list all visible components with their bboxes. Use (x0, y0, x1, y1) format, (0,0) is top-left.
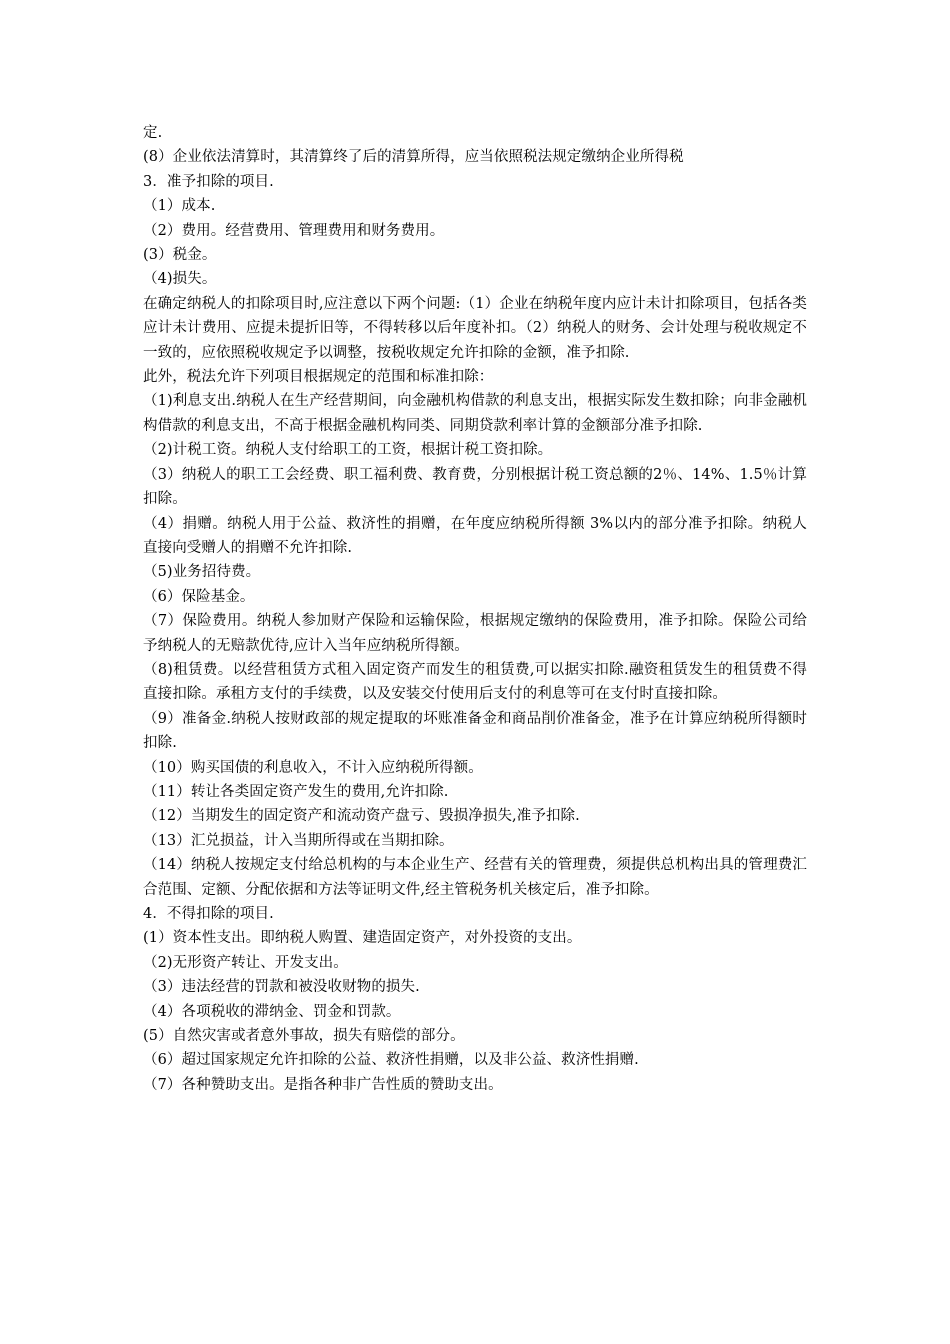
list-item-asset-transfer: （11）转让各类固定资产发生的费用,允许扣除. (143, 783, 449, 800)
list-item-exchange: （13）汇兑损益，计入当期所得或在当期扣除。 (143, 832, 454, 849)
list-item-asset-loss: （12）当期发生的固定资产和流动资产盘亏、毁损净损失,准予扣除. (143, 808, 580, 825)
list-item-bond-interest: （10）购买国债的利息收入，不计入应纳税所得额。 (143, 759, 483, 776)
list-item-union-fees: （3）纳税人的职工工会经费、职工福利费、教育费，分别根据计税工资总额的2％、14%、1.5％计算扣除。 (143, 466, 807, 508)
paragraph-deduction-notes: 在确定纳税人的扣除项目时,应注意以下两个问题:（1）企业在纳税年度内应计未计扣除项目，包括各类应计未计费用、应提未提折旧等，不得转移以后年度补扣。（2）纳税人的财务、会计处理与税收规定不一致的，应依照税收规定予以调整，按税收规定允许扣除的金额，准予扣除. (143, 295, 807, 361)
section-heading-4: 4．不得扣除的项目. (143, 906, 274, 922)
list-item-insurance-fund: （6）保险基金。 (143, 588, 255, 605)
list-item-fines: （3）违法经营的罚款和被没收财物的损失. (143, 979, 420, 996)
list-item-late-fees: （4）各项税收的滞纳金、罚金和罚款。 (143, 1003, 401, 1020)
list-item-lease: （8)租赁费。以经营租赁方式租入固定资产而发生的租赁费,可以据实扣除.融资租赁发生的租赁费不得直接扣除。承租方支付的手续费，以及安装交付使用后支付的利息等可在支付时直接扣除。 (143, 661, 807, 703)
list-item-interest: （1)利息支出.纳税人在生产经营期间，向金融机构借款的利息支出，根据实际发生数扣除；向非金融机构借款的利息支出，不高于根据金融机构同类、同期贷款利率计算的金额部分准予扣除. (143, 393, 807, 434)
list-item-management-fee: （14）纳税人按规定支付给总机构的与本企业生产、经营有关的管理费，须提供总机构出具的管理费汇合范围、定额、分配依据和方法等证明文件,经主管税务机关核定后，准予扣除。 (143, 857, 807, 898)
list-item-reserves: （9）准备金.纳税人按财政部的规定提取的坏账准备金和商品削价准备金，准予在计算应纳税所得额时扣除. (143, 710, 807, 752)
list-item-taxes: (3）税金。 (143, 247, 217, 264)
list-item-insurance-cost: （7）保险费用。纳税人参加财产保险和运输保险，根据规定缴纳的保险费用，准予扣除。保险公司给予纳税人的无赔款优待,应计入当年应纳税所得额。 (143, 613, 807, 654)
list-item-intangible: （2)无形资产转让、开发支出。 (143, 954, 348, 971)
list-item-wages: （2)计税工资。纳税人支付给职工的工资，根据计税工资扣除。 (143, 442, 553, 459)
list-item-expenses: （2）费用。经营费用、管理费用和财务费用。 (143, 222, 445, 239)
list-item-entertainment: （5)业务招待费。 (143, 564, 261, 581)
paragraph-continuation: 定. (143, 125, 163, 141)
list-item-donations: （4）捐赠。纳税人用于公益、救济性的捐赠，在年度应纳税所得额 3%以内的部分准予扣除。纳税人直接向受赠人的捐赠不允许扣除. (143, 515, 807, 556)
section-heading-3: 3．准予扣除的项目. (143, 173, 274, 190)
list-item-losses: （4)损失。 (143, 271, 217, 288)
list-item-capital: (1）资本性支出。即纳税人购置、建造固定资产，对外投资的支出。 (143, 930, 582, 947)
list-item-excess-donations: （6）超过国家规定允许扣除的公益、救济性捐赠，以及非公益、救济性捐赠. (143, 1052, 639, 1069)
paragraph-intro-allowed: 此外，税法允许下列项目根据规定的范围和标准扣除： (143, 369, 494, 386)
paragraph-item-8-liquidation: (8）企业依法清算时，其清算终了后的清算所得，应当依照税法规定缴纳企业所得税 (143, 149, 684, 166)
document-body (143, 121, 807, 1097)
list-item-disaster: (5）自然灾害或者意外事故，损失有赔偿的部分。 (143, 1028, 465, 1045)
list-item-cost: （1）成本. (143, 198, 216, 215)
list-item-sponsorship: （7）各种赞助支出。是指各种非广告性质的赞助支出。 (143, 1076, 503, 1093)
